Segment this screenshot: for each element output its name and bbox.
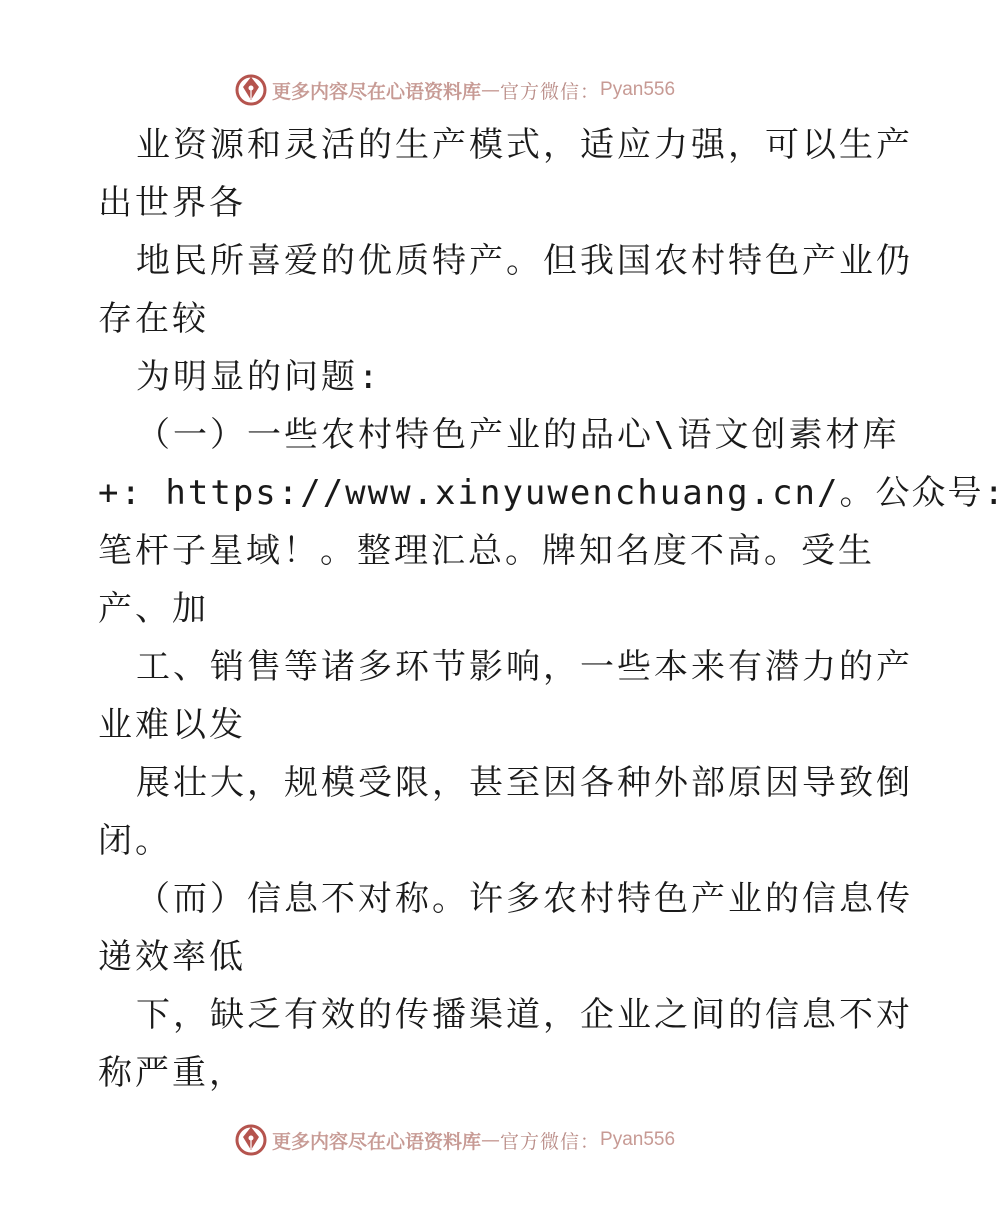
text-line: 递效率低 xyxy=(98,937,246,977)
watermark-dash: — xyxy=(481,79,501,101)
text-line: 存在较 xyxy=(98,299,209,339)
text-line: 闭。 xyxy=(98,821,172,861)
footer-watermark xyxy=(234,1122,675,1158)
text-line-url: +: https://www.xinyuwenchuang.cn/。公众号: xyxy=(98,473,1006,513)
text-line: 笔杆子星域！。整理汇总。牌知名度不高。受生 xyxy=(98,531,875,571)
text-line: 展壮大，规模受限，甚至因各种外部原因导致倒 xyxy=(136,763,913,803)
text-line: （一）一些农村特色产业的品心\语文创素材库 xyxy=(136,415,900,455)
watermark-official-label: 官方微信： xyxy=(500,1130,601,1153)
text-line: 业资源和灵活的生产模式，适应力强，可以生产 xyxy=(136,125,913,165)
watermark-wechat-id: Pyan556 xyxy=(600,79,676,100)
watermark-brand: 更多内容尽在心语资料库 xyxy=(272,1130,482,1153)
text-line: 称严重， xyxy=(98,1053,246,1093)
watermark-dash: — xyxy=(481,1129,501,1151)
pen-nib-circle-icon xyxy=(234,1123,268,1157)
document-body xyxy=(98,116,1006,1102)
text-line: 下，缺乏有效的传播渠道，企业之间的信息不对 xyxy=(136,995,913,1035)
text-line: 为明显的问题: xyxy=(136,357,382,397)
text-line: 工、销售等诸多环节影响，一些本来有潜力的产 xyxy=(136,647,913,687)
text-line: （而）信息不对称。许多农村特色产业的信息传 xyxy=(136,879,913,919)
header-watermark xyxy=(234,72,675,108)
watermark-wechat-id: Pyan556 xyxy=(600,1129,676,1150)
watermark-brand: 更多内容尽在心语资料库 xyxy=(272,80,482,103)
text-line: 出世界各 xyxy=(98,183,246,223)
text-line: 业难以发 xyxy=(98,705,246,745)
text-line: 地民所喜爱的优质特产。但我国农村特色产业仍 xyxy=(136,241,913,281)
text-line: 产、加 xyxy=(98,589,209,629)
watermark-official-label: 官方微信： xyxy=(500,80,601,103)
pen-nib-circle-icon xyxy=(234,73,268,107)
